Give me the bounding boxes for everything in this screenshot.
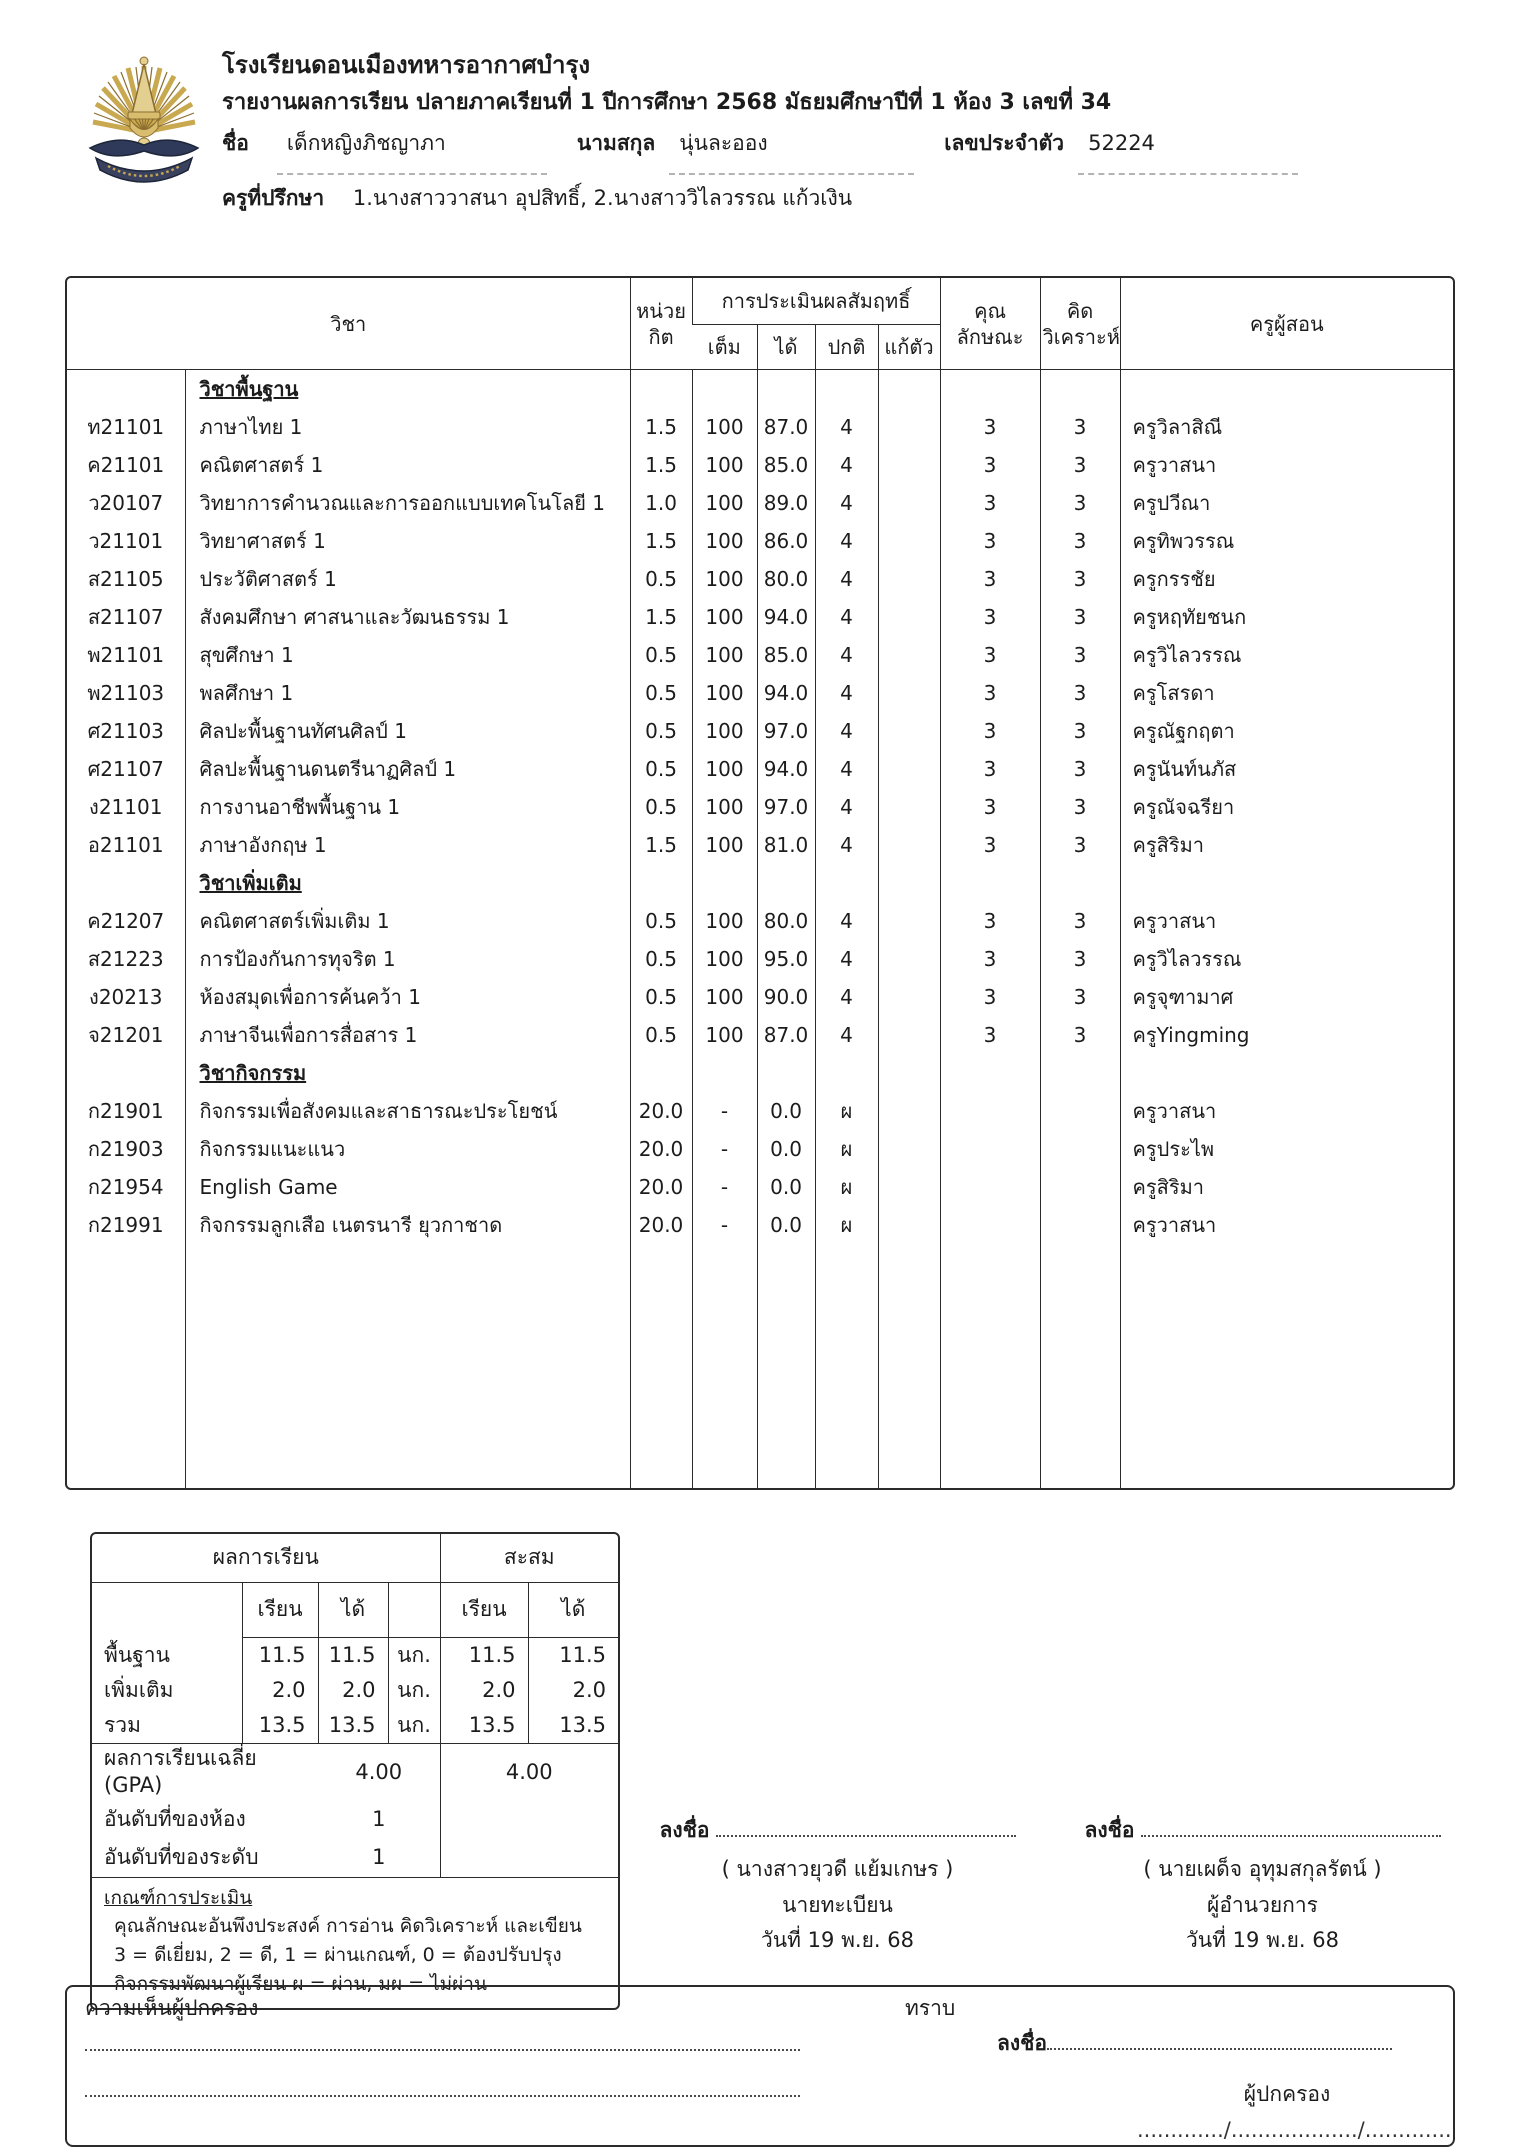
signature-block-director xyxy=(1065,1814,1460,1954)
section-label: วิชาเพิ่มเติม xyxy=(199,871,302,895)
col-header-obtained-score: ได้ xyxy=(757,325,815,370)
advisor-value: 1.นางสาววาสนา อุปสิทธิ์, 2.นางสาววิไลวรรณ แก้วเงิน xyxy=(352,186,853,211)
subject-row: ว20107 วิทยาการคำนวณและการออกแบบเทคโนโลยี 1 1.0 100 89.0 4 3 3 ครูปวีณา xyxy=(67,484,1453,522)
comment-dotted-line xyxy=(85,2095,800,2097)
student-name-label: ชื่อ xyxy=(222,130,249,155)
rank-level-value: 1 xyxy=(318,1839,440,1878)
gpa-accumulated-value: 4.00 xyxy=(440,1744,618,1801)
student-id-label: เลขประจำตัว xyxy=(944,130,1065,155)
subject-row: ค21207 คณิตศาสตร์เพิ่มเติม 1 0.5 100 80.0 4 3 3 ครูวาสนา xyxy=(67,902,1453,940)
subject-row: ค21101 คณิตศาสตร์ 1 1.5 100 85.0 4 3 3 ครูวาสนา xyxy=(67,446,1453,484)
guardian-signature-dotted-line xyxy=(1047,2027,1392,2050)
col-header-quality: คุณ ลักษณะ xyxy=(940,278,1040,370)
rank-level-label: อันดับที่ของระดับ xyxy=(92,1839,318,1878)
registrar-role: นายทะเบียน xyxy=(782,1892,893,1917)
student-info-line xyxy=(222,130,1452,175)
student-id-value: 52224 xyxy=(1078,130,1298,175)
col-header-subject: วิชา xyxy=(67,278,630,370)
gpa-row xyxy=(92,1744,618,1801)
summary-result-header: ผลการเรียน xyxy=(92,1534,440,1583)
school-name: โรงเรียนดอนเมืองทหารอากาศบำรุง xyxy=(222,51,591,79)
guardian-label: ผู้ปกครอง xyxy=(1243,2082,1331,2106)
subject-row: พ21101 สุขศึกษา 1 0.5 100 85.0 4 3 3 ครูวิไลวรรณ xyxy=(67,636,1453,674)
gpa-value: 4.00 xyxy=(355,1759,403,1784)
advisor-line xyxy=(222,185,1452,212)
section-label: วิชาพื้นฐาน xyxy=(199,377,299,401)
registrar-date: วันที่ 19 พ.ย. 68 xyxy=(761,1927,914,1952)
rank-room-value: 1 xyxy=(372,1806,386,1831)
subject-row: ส21107 สังคมศึกษา ศาสนาและวัฒนธรรม 1 1.5 100 94.0 4 3 3 ครูหฤทัยชนก xyxy=(67,598,1453,636)
summary-table xyxy=(92,1534,618,2008)
col-header-teacher: ครูผู้สอน xyxy=(1120,278,1453,370)
col-header-assessment: การประเมินผลสัมฤทธิ์ xyxy=(692,278,940,325)
subject-row: ง20213 ห้องสมุดเพื่อการค้นคว้า 1 0.5 100 90.0 4 3 3 ครูจุฑามาศ xyxy=(67,978,1453,1016)
acknowledged-label: ทราบ xyxy=(905,1996,956,2020)
report-title: รายงานผลการเรียน ปลายภาคเรียนที่ 1 ปีการศึกษา 2568 มัธยมศึกษาปีที่ 1 ห้อง 3 เลขที่ 34 xyxy=(222,90,1112,116)
col-header-normal-grade: ปกติ xyxy=(815,325,878,370)
subject-row: ก21991 กิจกรรมลูกเสือ เนตรนารี ยุวกาชาด 20.0 - 0.0 ผ ครูวาสนา xyxy=(67,1206,1453,1244)
sign-label: ลงชื่อ xyxy=(1084,1818,1135,1842)
student-surname-value: นุ่นละออง xyxy=(669,130,914,175)
gpa-label: ผลการเรียนเฉลี่ย (GPA) xyxy=(104,1746,257,1798)
col-header-analysis: คิด วิเคราะห์ xyxy=(1040,278,1120,370)
summary-accumulated-header: สะสม xyxy=(440,1534,618,1583)
student-name-value: เด็กหญิงภิชญาภา xyxy=(277,130,547,175)
subject-row: ส21105 ประวัติศาสตร์ 1 0.5 100 80.0 4 3 3 ครูกรรชัย xyxy=(67,560,1453,598)
director-name: ( นายเผด็จ อุทุมสกุลรัตน์ ) xyxy=(1143,1857,1382,1882)
signature-dotted-line xyxy=(1141,1814,1441,1837)
grades-table-body xyxy=(67,370,1453,1489)
subject-row: ว21101 วิทยาศาสตร์ 1 1.5 100 86.0 4 3 3 ครูทิพวรรณ xyxy=(67,522,1453,560)
summary-body xyxy=(92,1638,618,1744)
criteria-line-1: คุณลักษณะอันพึงประสงค์ การอ่าน คิดวิเคราะห์ และเขียน xyxy=(114,1915,582,1938)
subject-row: ส21223 การป้องกันการทุจริต 1 0.5 100 95.0 4 3 3 ครูวิไลวรรณ xyxy=(67,940,1453,978)
subject-row: ศ21103 ศิลปะพื้นฐานทัศนศิลป์ 1 0.5 100 97.0 4 3 3 ครูณัฐกฤตา xyxy=(67,712,1453,750)
subject-row: ก21954 English Game 20.0 - 0.0 ผ ครูสิริมา xyxy=(67,1168,1453,1206)
signature-area xyxy=(640,1814,1460,1954)
filler-row xyxy=(67,1244,1453,1488)
school-crest-logo xyxy=(84,48,204,190)
student-surname-label: นามสกุล xyxy=(576,130,656,155)
summary-acc-earned-header: ได้ xyxy=(528,1583,618,1638)
subject-row: อ21101 ภาษาอังกฤษ 1 1.5 100 81.0 4 3 3 ครูสิริมา xyxy=(67,826,1453,864)
signature-dotted-line xyxy=(716,1814,1016,1837)
guardian-date-dots: ............./.................../............. xyxy=(1137,2118,1452,2142)
section-row xyxy=(67,370,1453,409)
col-header-credit: หน่วย กิต xyxy=(630,278,692,370)
parent-comment-label: ความเห็นผู้ปกครอง xyxy=(85,1996,259,2020)
section-label: วิชากิจกรรม xyxy=(199,1061,307,1085)
col-header-retake-grade: แก้ตัว xyxy=(878,325,940,370)
sign-label: ลงชื่อ xyxy=(659,1818,710,1842)
guardian-sign-label: ลงชื่อ xyxy=(997,2031,1047,2055)
section-row xyxy=(67,1054,1453,1092)
summary-acc-enrolled-header: เรียน xyxy=(440,1583,528,1638)
advisor-label: ครูที่ปรึกษา xyxy=(222,186,325,211)
summary-enrolled-header: เรียน xyxy=(242,1583,318,1638)
director-date: วันที่ 19 พ.ย. 68 xyxy=(1186,1927,1339,1952)
registrar-name: ( นางสาวยุวดี แย้มเกษร ) xyxy=(721,1857,954,1882)
parent-comment-box xyxy=(65,1985,1455,2147)
grades-table-container xyxy=(65,276,1455,1490)
subject-row: ง21101 การงานอาชีพพื้นฐาน 1 0.5 100 97.0 4 3 3 ครูณัจฉรียา xyxy=(67,788,1453,826)
director-role: ผู้อำนวยการ xyxy=(1207,1892,1318,1917)
summary-row: รวม 13.5 13.5 นก. 13.5 13.5 xyxy=(92,1708,618,1744)
crest-banner xyxy=(96,158,192,182)
rank-room-label: อันดับที่ของห้อง xyxy=(104,1806,246,1831)
col-header-full-score: เต็ม xyxy=(692,325,757,370)
signature-block-registrar xyxy=(640,1814,1035,1954)
subject-row: ศ21107 ศิลปะพื้นฐานดนตรีนาฏศิลป์ 1 0.5 100 94.0 4 3 3 ครูนันท์นภัส xyxy=(67,750,1453,788)
rank-room-row xyxy=(92,1801,618,1839)
rank-level-row xyxy=(92,1839,618,1878)
subject-row: พ21103 พลศึกษา 1 0.5 100 94.0 4 3 3 ครูโสรดา xyxy=(67,674,1453,712)
section-row xyxy=(67,864,1453,902)
criteria-line-2: 3 = ดีเยี่ยม, 2 = ดี, 1 = ผ่านเกณฑ์, 0 = ต้องปรับปรุง xyxy=(114,1943,562,1966)
criteria-line-3: กิจกรรมพัฒนาผู้เรียน ผ = ผ่าน, มผ = ไม่ผ่าน xyxy=(114,1972,487,1995)
summary-row: พื้นฐาน 11.5 11.5 นก. 11.5 11.5 xyxy=(92,1638,618,1674)
grades-table xyxy=(67,278,1453,1488)
subject-row: จ21201 ภาษาจีนเพื่อการสื่อสาร 1 0.5 100 87.0 4 3 3 ครูYingming xyxy=(67,1016,1453,1054)
subject-row: ก21901 กิจกรรมเพื่อสังคมและสาธารณะประโยชน์ 20.0 - 0.0 ผ ครูวาสนา xyxy=(67,1092,1453,1130)
summary-table-container xyxy=(90,1532,620,2010)
subject-row: ท21101 ภาษาไทย 1 1.5 100 87.0 4 3 3 ครูวิลาสิณี xyxy=(67,408,1453,446)
comment-dotted-line xyxy=(85,2049,800,2051)
summary-row: เพิ่มเติม 2.0 2.0 นก. 2.0 2.0 xyxy=(92,1673,618,1708)
criteria-title: เกณฑ์การประเมิน xyxy=(104,1886,253,1909)
summary-earned-header: ได้ xyxy=(318,1583,388,1638)
subject-row: ก21903 กิจกรรมแนะแนว 20.0 - 0.0 ผ ครูประไพ xyxy=(67,1130,1453,1168)
